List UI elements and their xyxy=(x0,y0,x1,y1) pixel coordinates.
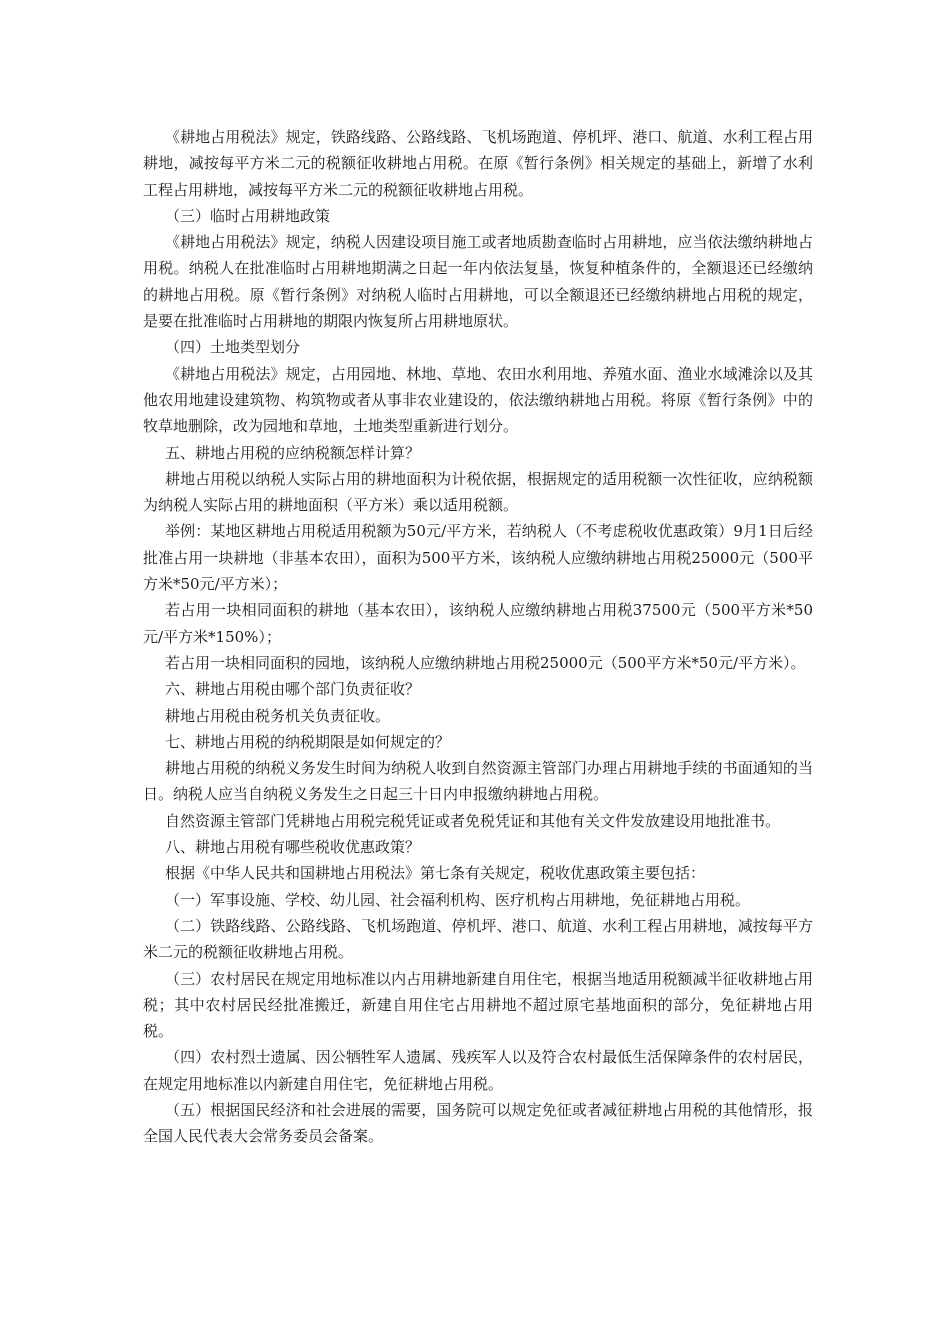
heading-section-5: 五、耕地占用税的应纳税额怎样计算？ xyxy=(165,443,421,462)
paragraph-preferential-intro: 根据《中华人民共和国耕地占用税法》第七条有关规定，税收优惠政策主要包括： xyxy=(165,864,706,883)
paragraph-collection-authority: 耕地占用税由税务机关负责征收。 xyxy=(165,706,391,725)
paragraph-tax-period: 耕地占用税的纳税义务发生时间为纳税人收到自然资源主管部门办理占用耕地手续的书面通知的当日。纳税人应当自纳税义务发生之日起三十日内申报缴纳耕地占用税。 xyxy=(143,759,813,804)
paragraph-tax-calculation: 耕地占用税以纳税人实际占用的耕地面积为计税依据，根据规定的适用税额一次性征收，应纳税额为纳税人实际占用的耕地面积（平方米）乘以适用税额。 xyxy=(143,469,813,515)
paragraph-example-3: 若占用一块相同面积的园地，该纳税人应缴纳耕地占用税25000元（500平方米*50元/平方米）。 xyxy=(165,653,806,672)
paragraph-preferential-5: （五）根据国民经济和社会进展的需要，国务院可以规定免征或者减征耕地占用税的其他情形，报全国人民代表大会常务委员会备案。 xyxy=(143,1100,813,1146)
document-body xyxy=(143,124,813,1150)
paragraph-approval-document: 自然资源主管部门凭耕地占用税完税凭证或者免税凭证和其他有关文件发放建设用地批准书。 xyxy=(165,811,781,830)
paragraph-temporary-occupation: 《耕地占用税法》规定，纳税人因建设项目施工或者地质勘查临时占用耕地，应当依法缴纳耕地占用税。纳税人在批准临时占用耕地期满之日起一年内依法复垦，恢复种植条件的，全额退还已经缴纳的耕地占用税。原《暂行条例》对纳税人临时占用耕地，可以全额退还已经缴纳耕地占用税的规定，是要在批准临时占用耕地的期限内恢复所占用耕地原状。 xyxy=(143,233,813,331)
heading-section-8: 八、耕地占用税有哪些税收优惠政策？ xyxy=(165,838,421,857)
paragraph-preferential-3: （三）农村居民在规定用地标准以内占用耕地新建自用住宅，根据当地适用税额减半征收耕地占用税；其中农村居民经批准搬迁，新建自用住宅占用耕地不超过原宅基地面积的部分，免征耕地占用税。 xyxy=(143,969,813,1041)
paragraph-preferential-2: （二）铁路线路、公路线路、飞机场跑道、停机坪、港口、航道、水利工程占用耕地，减按每平方米二元的税额征收耕地占用税。 xyxy=(143,916,813,962)
heading-section-7: 七、耕地占用税的纳税期限是如何规定的？ xyxy=(165,732,451,751)
paragraph-land-classification: 《耕地占用税法》规定，占用园地、林地、草地、农田水利用地、养殖水面、渔业水域滩涂以及其他农用地建设建筑物、构筑物或者从事非农业建设的，依法缴纳耕地占用税。将原《暂行条例》中的牧草地删除，改为园地和草地，土地类型重新进行划分。 xyxy=(143,364,813,436)
paragraph-preferential-1: （一）军事设施、学校、幼儿园、社会福利机构、医疗机构占用耕地，免征耕地占用税。 xyxy=(165,890,751,909)
heading-land-classification: （四）土地类型划分 xyxy=(165,338,301,357)
heading-section-6: 六、耕地占用税由哪个部门负责征收？ xyxy=(165,680,421,699)
paragraph-runway-reduction: 《耕地占用税法》规定，铁路线路、公路线路、飞机场跑道、停机坪、港口、航道、水利工程占用耕地，减按每平方米二元的税额征收耕地占用税。在原《暂行条例》相关规定的基础上，新增了水利工程占用耕地，减按每平方米二元的税额征收耕地占用税。 xyxy=(143,128,813,199)
paragraph-preferential-4: （四）农村烈士遗属、因公牺牲军人遗属、残疾军人以及符合农村最低生活保障条件的农村居民，在规定用地标准以内新建自用住宅，免征耕地占用税。 xyxy=(143,1048,813,1093)
paragraph-example-1: 举例：某地区耕地占用税适用税额为50元/平方米，若纳税人（不考虑税收优惠政策）9月1日后经批准占用一块耕地（非基本农田），面积为500平方米，该纳税人应缴纳耕地占用税25000元（500平方米*50元/平方米）； xyxy=(143,522,813,594)
heading-temporary-occupation: （三）临时占用耕地政策 xyxy=(165,206,331,225)
paragraph-example-2: 若占用一块相同面积的耕地（基本农田），该纳税人应缴纳耕地占用税37500元（500平方米*50元/平方米*150%）； xyxy=(143,601,813,646)
